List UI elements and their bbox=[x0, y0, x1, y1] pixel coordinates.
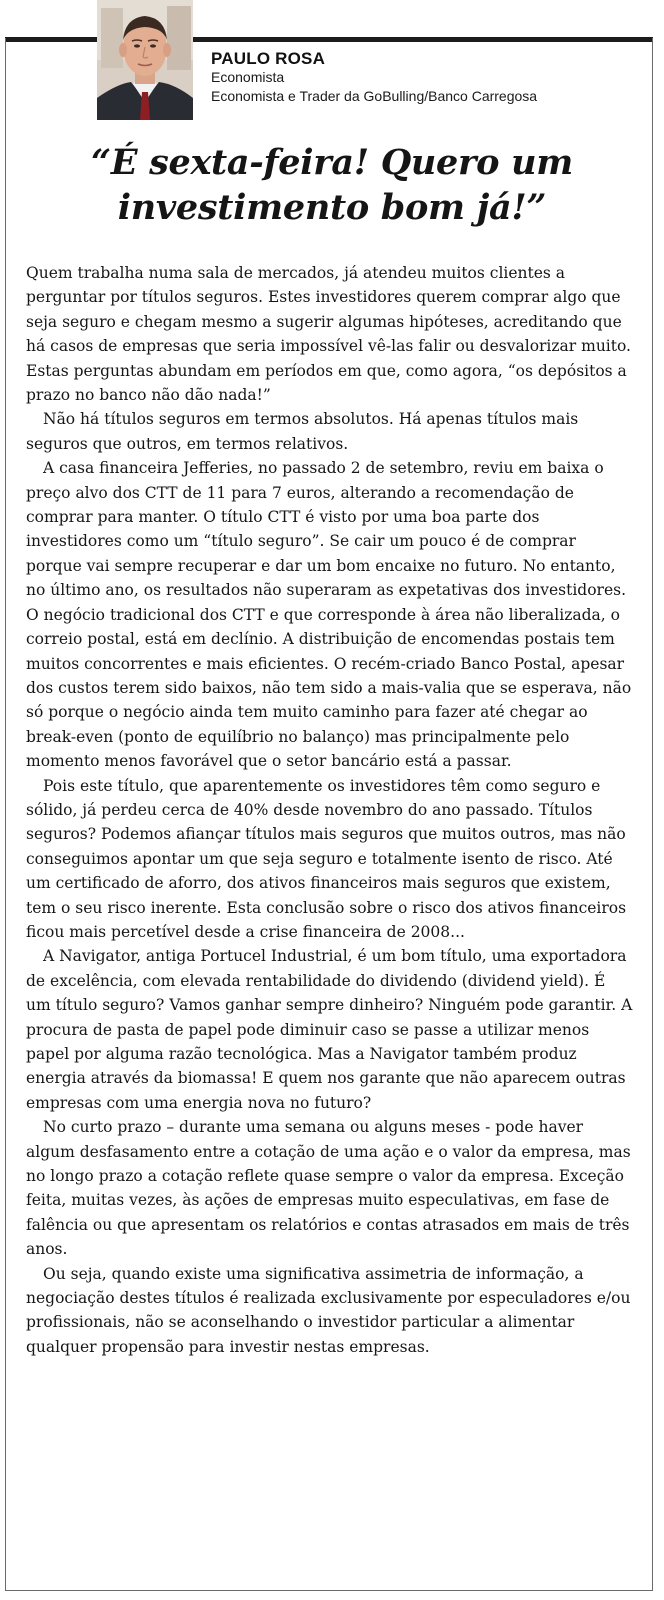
author-name: PAULO ROSA bbox=[211, 49, 326, 68]
author-photo bbox=[97, 0, 193, 120]
paragraph: A casa financeira Jefferies, no passado 2 de setembro, reviu em baixa o preço alvo dos CTT de 11 para 7 euros, alterando a recomendação de comprar para manter. O título CTT é visto por uma boa parte dos investidores como um “título seguro”. Se cair um pouco é de comprar porque vai sempre recuperar e dar um bom encaixe no futuro. No entanto, no último ano, os resultados não superaram as expetativas dos investidores. O negócio tradicional dos CTT e que corresponde à área não liberalizada, o correio postal, está em declínio. A distribuição de encomendas postais tem muitos concorrentes e mais eficientes. O recém-criado Banco Postal, apesar dos custos terem sido baixos, não tem sido a mais-valia que se esperava, não só porque o negócio ainda tem muito caminho para fazer até chegar ao break-even (ponto de equilíbrio no balanço) mas principalmente pelo momento menos favorável que o setor bancário está a passar. bbox=[26, 459, 632, 771]
author-affiliation: Economista e Trader da GoBulling/Banco Carregosa bbox=[211, 88, 538, 104]
author-byline bbox=[211, 49, 537, 106]
paragraph: Ou seja, quando existe uma significativa assimetria de informação, a negociação destes títulos é realizada exclusivamente por especuladores e/ou profissionais, não se aconselhando o investidor particular a alimentar qualquer propensão para investir nestas empresas. bbox=[26, 1264, 631, 1356]
paragraph: A Navigator, antiga Portucel Industrial, é um bom título, uma exportadora de excelência, com elevada rentabilidade do dividendo (dividend yield). É um título seguro? Vamos ganhar sempre dinheiro? Ninguém pode garantir. A procura de pasta de papel pode diminuir caso se passe a utilizar menos papel por alguma razão tecnológica. Mas a Navigator também produz energia através da biomassa! E quem nos garante que não aparecem outras empresas com uma energia nova no futuro? bbox=[26, 947, 633, 1112]
author-title: Economista bbox=[211, 69, 285, 85]
paragraph: No curto prazo – durante uma semana ou alguns meses - pode haver algum desfasamento entre a cotação de uma ação e o valor da empresa, mas no longo prazo a cotação reflete quase sempre o valor da empresa. Exceção feita, muitas vezes, às ações de empresas muito especulativas, em fase de falência ou que apresentam os relatórios e contas atrasados em mais de três anos. bbox=[26, 1118, 631, 1259]
paragraph: Pois este título, que aparentemente os investidores têm como seguro e sólido, já perdeu cerca de 40% desde novembro do ano passado. Títulos seguros? Podemos afiançar títulos mais seguros que muitos outros, mas não conseguimos apontar um que seja seguro e totalmente isento de risco. Até um certificado de aforro, dos ativos financeiros mais seguros que existem, tem o seu risco inerente. Esta conclusão sobre o risco dos ativos financeiros ficou mais percetível desde a crise financeira de 2008... bbox=[26, 776, 627, 941]
paragraph: Não há títulos seguros em termos absolutos. Há apenas títulos mais seguros que outros, em termos relativos. bbox=[26, 410, 579, 453]
article-body bbox=[26, 261, 634, 1359]
paragraph: Quem trabalha numa sala de mercados, já atendeu muitos clientes a perguntar por títulos seguros. Estes investidores querem comprar algo que seja seguro e chegam mesmo a sugerir algumas hipóteses, acreditando que há casos de empresas que seria impossível vê-las falir ou desvalorizar muito. Estas perguntas abundam em períodos em que, como agora, “os depósitos a prazo no banco não dão nada!” bbox=[26, 264, 631, 405]
article-headline: “É sexta-feira! Quero um investimento bom já!” bbox=[91, 142, 573, 228]
